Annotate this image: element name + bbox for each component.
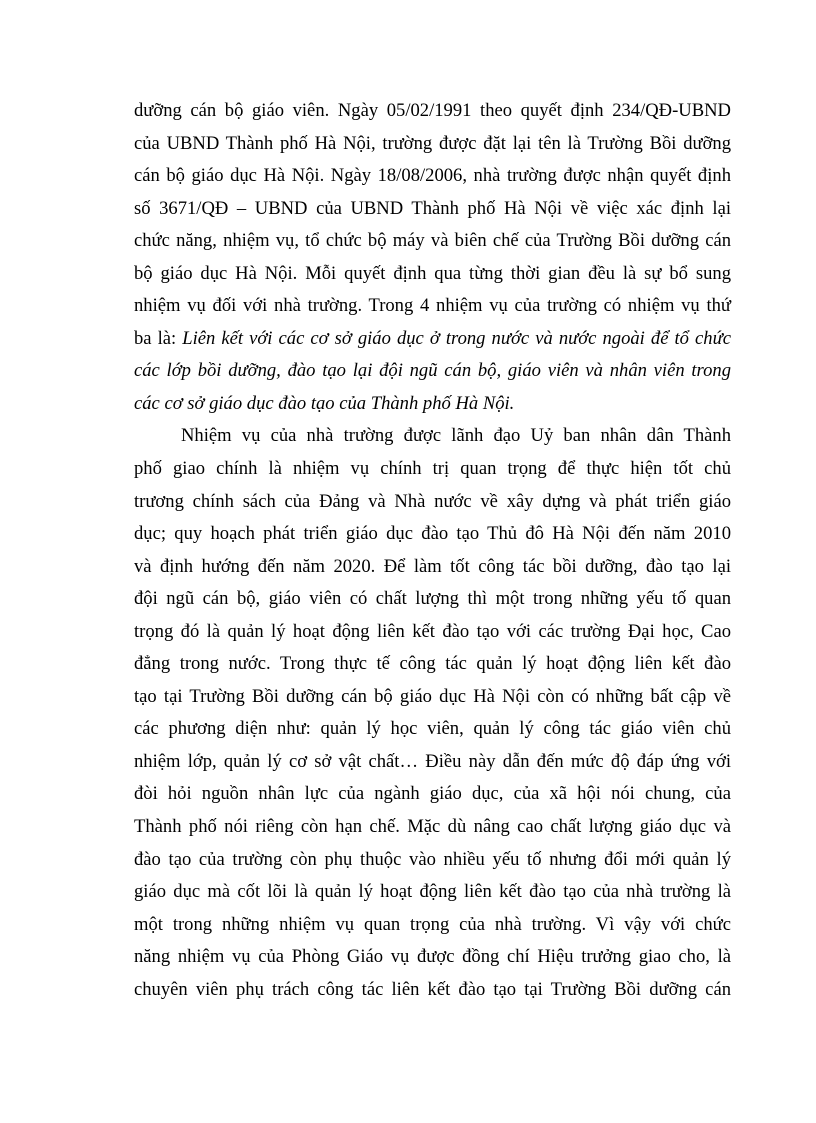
text-line: chức năng, nhiệm vụ, tổ chức bộ máy và biên chế của Trường Bồi dưỡng cán xyxy=(134,230,731,252)
text-line: phố giao chính là nhiệm vụ chính trị quan trọng để thực hiện tốt chủ xyxy=(134,458,731,480)
text-line: nhiệm lớp, quản lý cơ sở vật chất… Điều này dẫn đến mức độ đáp ứng với xyxy=(134,750,731,772)
paragraph-1 xyxy=(134,95,731,420)
text-line: trọng đó là quản lý hoạt động liên kết đào tạo với các trường Đại học, Cao xyxy=(134,620,731,642)
text-line: các phương diện như: quản lý học viên, quản lý công tác giáo viên chủ xyxy=(134,718,731,740)
text-line: và định hướng đến năm 2020. Để làm tốt công tác bồi dưỡng, đào tạo lại xyxy=(134,555,731,577)
text-line: dưỡng cán bộ giáo viên. Ngày 05/02/1991 theo quyết định 234/QĐ-UBND xyxy=(134,100,731,121)
text-line: năng nhiệm vụ của Phòng Giáo vụ được đồng chí Hiệu trưởng giao cho, là xyxy=(134,946,731,968)
text-line: đội ngũ cán bộ, giáo viên có chất lượng thì một trong những yếu tố quan xyxy=(134,588,731,610)
paragraph-2 xyxy=(134,420,731,1006)
italic-quote-span: Liên kết với các cơ sở giáo dục ở trong nước và nước ngoài để tổ chức xyxy=(182,327,731,349)
italic-text-line: các lớp bồi dưỡng, đào tạo lại đội ngũ cán bộ, giáo viên và nhân viên trong xyxy=(134,360,731,382)
text-line: một trong những nhiệm vụ quan trọng của nhà trường. Vì vậy với chức xyxy=(134,913,731,935)
text-line: dục; quy hoạch phát triển giáo dục đào tạo Thủ đô Hà Nội đến năm 2010 xyxy=(134,523,731,545)
text-line: đào tạo của trường còn phụ thuộc vào nhiều yếu tố nhưng đổi mới quản lý xyxy=(134,848,731,870)
text-line: số 3671/QĐ – UBND của UBND Thành phố Hà Nội về việc xác định lại xyxy=(134,197,731,219)
text-line: cán bộ giáo dục Hà Nội. Ngày 18/08/2006, nhà trường được nhận quyết định xyxy=(134,165,731,187)
text-line: bộ giáo dục Hà Nội. Mỗi quyết định qua từng thời gian đều là sự bổ sung xyxy=(134,262,731,284)
text-line xyxy=(134,323,731,356)
text-line: đẳng trong nước. Trong thực tế công tác quản lý hoạt động liên kết đào xyxy=(134,653,731,675)
text-line: Thành phố nói riêng còn hạn chế. Mặc dù nâng cao chất lượng giáo dục và xyxy=(134,816,731,838)
text-line: trương chính sách của Đảng và Nhà nước về xây dựng và phát triển giáo xyxy=(134,490,731,512)
text-line: Nhiệm vụ của nhà trường được lãnh đạo Uỷ ban nhân dân Thành xyxy=(181,425,731,447)
text-line: giáo dục mà cốt lõi là quản lý hoạt động liên kết đào tạo của nhà trường là xyxy=(134,881,731,903)
italic-text-line: các cơ sở giáo dục đào tạo của Thành phố Hà Nội. xyxy=(134,392,515,414)
text-line: chuyên viên phụ trách công tác liên kết đào tạo tại Trường Bồi dưỡng cán xyxy=(134,978,731,1000)
text-line: của UBND Thành phố Hà Nội, trường được đặt lại tên là Trường Bồi dưỡng xyxy=(134,132,731,154)
text-span: ba là: xyxy=(134,327,183,349)
text-line: nhiệm vụ đối với nhà trường. Trong 4 nhiệm vụ của trường có nhiệm vụ thứ xyxy=(134,295,731,317)
body-text xyxy=(134,95,731,1006)
text-line: đòi hỏi nguồn nhân lực của ngành giáo dục, của xã hội nói chung, của xyxy=(134,783,731,805)
text-line: tạo tại Trường Bồi dưỡng cán bộ giáo dục Hà Nội còn có những bất cập về xyxy=(134,685,731,707)
